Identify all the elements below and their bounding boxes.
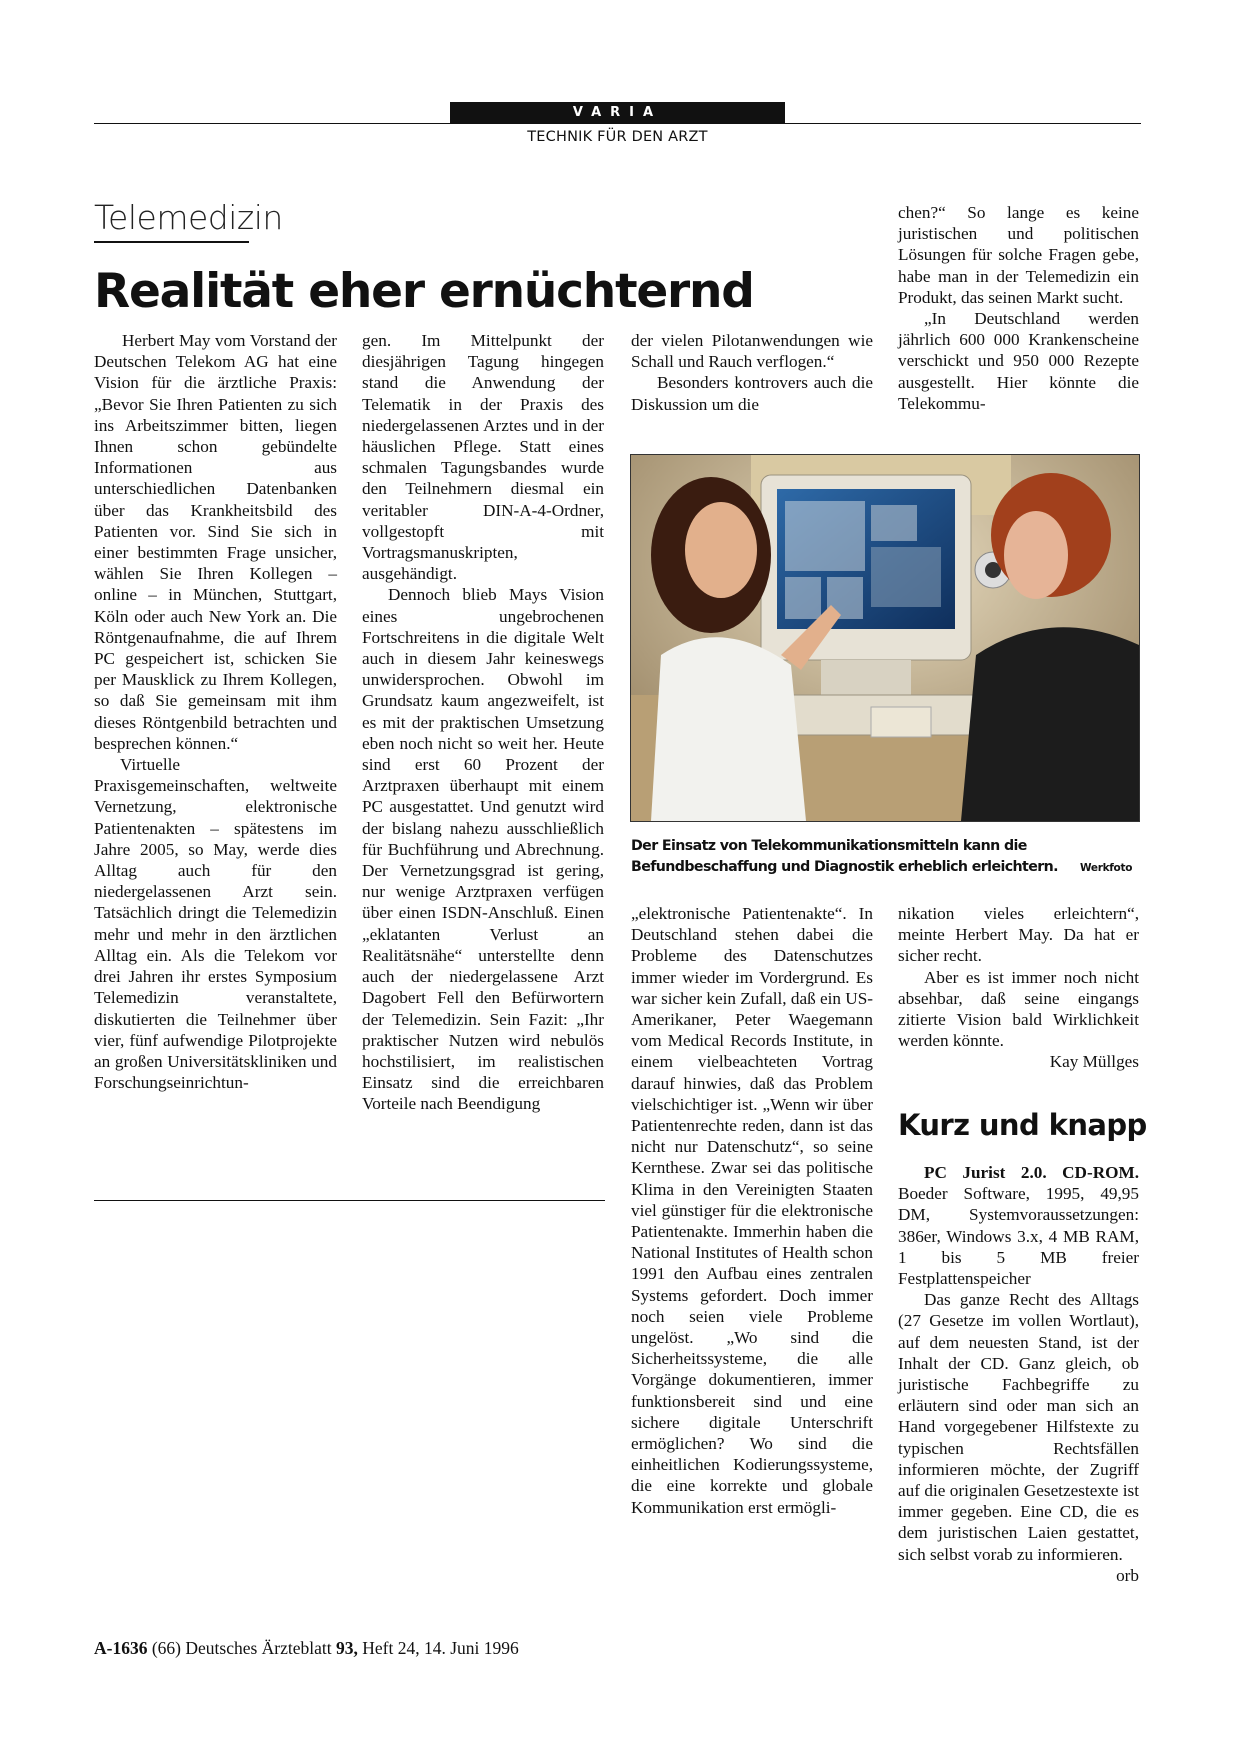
article-photo bbox=[630, 454, 1140, 822]
paragraph: nikation vieles erleichtern“, meinte Herbert May. Da hat er sicher recht. bbox=[898, 904, 1139, 966]
paragraph: Aber es ist immer noch nicht absehbar, daß seine eingangs zitierte Vision bald Wirklichkeit werden könnte. bbox=[898, 967, 1139, 1051]
kicker-rule bbox=[94, 241, 249, 243]
journal-volume: 93, bbox=[336, 1638, 358, 1658]
text-column-2 bbox=[362, 330, 604, 1115]
paragraph: „In Deutschland werden jährlich 600 000 Krankenscheine verschickt und 950 000 Rezepte ausgestellt. Hier könnte die Telekommu- bbox=[898, 309, 1139, 413]
paragraph: Virtuelle Praxisgemeinschaften, weltweite Vernetzung, elektronische Patientenakten – spätestens im Jahre 2005, so May, werde dies Alltag auch für den niedergelassenen Arzt sein. Tatsächlich dringt die Telemedizin mehr und mehr in den ärztlichen Alltag ein. Als die Telekom vor drei Jahren ihr erstes Symposium Telemedizin veranstaltete, diskutierten die Teilnehmer über vier, fünf aufwendige Pilotprojekte an großen Universitätskliniken und Forschungseinrichtun- bbox=[94, 755, 337, 1093]
review-author: orb bbox=[1116, 1565, 1139, 1585]
photo-illustration bbox=[631, 455, 1139, 821]
paragraph: „elektronische Patientenakte“. In Deutschland stehen dabei die Probleme des Datenschutzes immer wieder im Vordergrund. Es war sicher kein Zufall, daß ein US-Amerikaner, Peter Waegemann vom Medical Records Institute, in einem vielbeachteten Vortrag darauf hinwies, daß das Problem vielschichtiger ist. „Wenn wir über Patientenrechte reden, dann ist das nicht nur Datenschutz“, so seine Kernthese. Zwar sei das politische Klima in den Vereinigten Staaten viel günstiger für die elektronische Patientenakte. Immerhin haben die National Institutes of Health schon 1991 den Aufbau eines zentralen Systems gefordert. Doch immer noch seien viele Probleme ungelöst. „Wo sind die Sicherheitssysteme, die alle Vorgänge dokumentieren, immer funktionsbereit sind und eine sichere digitale Unterschrift ermöglichen? Wo sind die einheitlichen Kodierungssysteme, die eine korrekte und globale Kommunikation erst ermögli- bbox=[631, 904, 873, 1517]
photo-credit: Werkfoto bbox=[1080, 862, 1133, 874]
text-column-4-top bbox=[898, 202, 1139, 414]
paragraph: Besonders kontrovers auch die Diskussion um die bbox=[631, 373, 873, 414]
section-label: VARIA bbox=[450, 102, 785, 123]
author-signature: Kay Müllges bbox=[1049, 1052, 1139, 1072]
paragraph: der vielen Pilotanwendungen wie Schall und Rauch verflogen.“ bbox=[631, 331, 873, 372]
text-column-4-bottom bbox=[898, 903, 1139, 1073]
paragraph: chen?“ So lange es keine juristischen und politischen Lösungen für solche Fragen gebe, habe man in der Telemedizin ein Produkt, das seinen Markt sucht. bbox=[898, 203, 1139, 307]
review-title: PC Jurist 2.0. CD-ROM. bbox=[924, 1163, 1139, 1182]
journal-name: Deutsches Ärzteblatt bbox=[185, 1638, 332, 1658]
paragraph bbox=[898, 1289, 1139, 1585]
header-rule bbox=[94, 123, 1141, 124]
paragraph: Dennoch blieb Mays Vision eines ungebrochenen Fortschreitens in die digitale Welt auch in diesem Jahr keineswegs unwidersprochen. Obwohl im Grundsatz kaum angezweifelt, ist es mit der praktischen Umsetzung eben noch nicht so weit her. Heute sind erst 60 Prozent der Arztpraxen überhaupt mit einem PC ausgestattet. Und genutzt wird der bislang nahezu ausschließlich für Buchführung und Abrechnung. Der Vernetzungsgrad ist gering, nur wenige Arztpraxen verfügen über einen ISDN-Anschluß. Einen „eklatanten Verlust an Realitätsnähe“ unterstellte denn auch der niedergelassene Arzt Dagobert Fell den Befürwortern der Telemedizin. Sein Fazit: „Ihr praktischer Nutzen wird nebulös hochstilisiert, im realistischen Einsatz sind die erreichbaren Vorteile nach Beendigung bbox=[362, 585, 604, 1114]
kurz-column bbox=[898, 1162, 1139, 1586]
text-column-3-bottom bbox=[631, 903, 873, 1518]
journal-issue: Heft 24, 14. Juni 1996 bbox=[362, 1638, 519, 1658]
subsection-label: TECHNIK FÜR DEN ARZT bbox=[527, 129, 708, 145]
text-column-3-top bbox=[631, 330, 873, 415]
text-column-1 bbox=[94, 330, 337, 1093]
photo-caption: Der Einsatz von Telekommunikationsmitteln kann die Befundbeschaffung und Diagnostik erheblich erleichtern. bbox=[631, 838, 1058, 875]
review-body: Das ganze Recht des Alltags (27 Gesetze im vollen Wortlaut), auf dem neuesten Stand, ist der Inhalt der CD. Ganz gleich, ob juristische Fachbegriffe zu erläutern sind oder man sich an Hand vorgegebener Hilfstexte zu typischen Rechtsfällen informieren möchte, der Zugriff auf die originalen Gesetzestexte ist immer gegeben. Eine CD, die es dem juristischen Laien gestattet, sich selbst vorab zu informieren. bbox=[898, 1290, 1139, 1564]
page-number-internal: (66) bbox=[151, 1638, 181, 1658]
paragraph: gen. Im Mittelpunkt der diesjährigen Tagung hingegen stand die Anwendung der Telematik in der Praxis des niedergelassenen Arztes und in der häuslichen Pflege. Statt eines schmalen Tagungsbandes wurde den Teilnehmern diesmal ein veritabler DIN-A-4-Ordner, vollgestopft mit Vortragsmanuskripten, ausgehändigt. bbox=[362, 331, 604, 584]
article-end-rule bbox=[94, 1200, 605, 1201]
box-heading: Kurz und knapp bbox=[898, 1108, 1147, 1142]
page-number: A-1636 bbox=[94, 1638, 148, 1658]
article-title: Realität eher ernüchternd bbox=[94, 264, 754, 319]
page-footer bbox=[94, 1638, 519, 1659]
review-meta: Boeder Software, 1995, 49,95 DM, Systemvoraussetzungen: 386er, Windows 3.x, 4 MB RAM, 1 bis 5 MB freier Festplattenspeicher bbox=[898, 1184, 1139, 1289]
article-kicker: Telemedizin bbox=[94, 198, 283, 237]
paragraph: Herbert May vom Vorstand der Deutschen Telekom AG hat eine Vision für die ärztliche Praxis: „Bevor Sie Ihren Patienten zu sich ins Arbeitszimmer bitten, liegen Ihnen schon gebündelte Informationen aus unterschiedlichen Datenbanken über das Krankheitsbild des Patienten vor. Sind Sie sich in einer bestimmten Frage unsicher, wählen Sie Ihren Kollegen – online – in München, Stuttgart, Köln oder auch New York an. Die Röntgenaufnahme, die auf Ihrem PC gespeichert ist, schicken Sie per Mausklick zu Ihrem Kollegen, so daß Sie gemeinsam mit ihm dieses Röntgenbild betrachten und besprechen können.“ bbox=[94, 331, 337, 753]
review-info bbox=[898, 1162, 1139, 1289]
